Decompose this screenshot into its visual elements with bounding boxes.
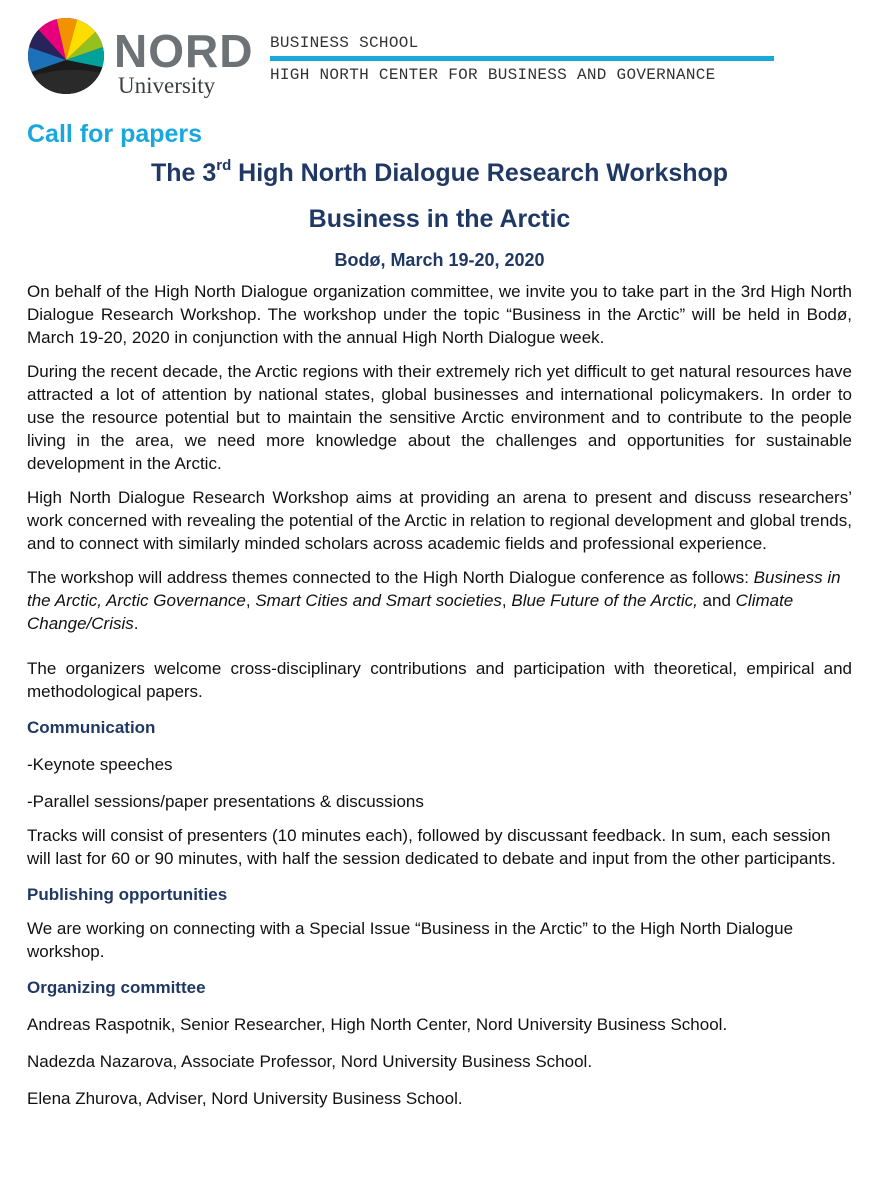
- communication-text: Tracks will consist of presenters (10 minutes each), followed by discussant feedback. In sum, each session will last for 60 or 90 minutes, with half the session dedicated to debate and input from the other participants.: [27, 826, 836, 868]
- call-for-papers-heading: Call for papers: [27, 120, 203, 148]
- logo-subtitle: University: [118, 73, 216, 98]
- committee-member: Nadezda Nazarova, Associate Professor, Nord University Business School.: [27, 1052, 593, 1071]
- committee-member: Andreas Raspotnik, Senior Researcher, High North Center, Nord University Business School.: [27, 1015, 728, 1034]
- title-pre: The 3: [150, 159, 217, 187]
- paragraph-intro: On behalf of the High North Dialogue organization committee, we invite you to take part in the 3rd High North Dialogue Research Workshop. The workshop under the topic “Business in the Arctic” will be held in Bodø, March 19-20, 2020 in conjunction with the annual High North Dialogue week.: [27, 282, 852, 347]
- paragraph-contributions: The organizers welcome cross-disciplinary contributions and participation with theoretical, empirical and methodological papers.: [27, 659, 852, 701]
- publishing-heading: Publishing opportunities: [27, 885, 228, 904]
- logo-wordmark: NORD: [114, 25, 254, 77]
- title-post: High North Dialogue Research Workshop: [231, 159, 729, 187]
- committee-member: Elena Zhurova, Adviser, Nord University Business School.: [27, 1089, 463, 1108]
- themes-separator: ,: [245, 591, 256, 610]
- theme-smart-cities: Smart Cities and Smart societies: [255, 591, 502, 610]
- themes-intro: The workshop will address themes connected to the High North Dialogue conference as follows:: [27, 568, 754, 587]
- nord-logo-icon: [26, 16, 106, 96]
- page-title: [27, 158, 852, 188]
- theme-blue-future: Blue Future of the Arctic,: [511, 591, 698, 610]
- theme-business-governance: Business in the Arctic, Arctic Governance: [27, 568, 841, 610]
- paragraph-aims: High North Dialogue Research Workshop aims at providing an arena to present and discuss researchers’ work concerned with revealing the potential of the Arctic in relation to regional development and global trends, and to connect with similarly minded scholars across academic fields and professional experience.: [27, 488, 852, 553]
- event-place-date: Bodø, March 19-20, 2020: [334, 250, 545, 270]
- themes-separator: and: [697, 591, 736, 610]
- header-center-name: HIGH NORTH CENTER FOR BUSINESS AND GOVERNANCE: [270, 66, 716, 84]
- publishing-text: We are working on connecting with a Special Issue “Business in the Arctic” to the High North Dialogue workshop.: [27, 919, 794, 961]
- theme-climate-change: Climate Change/Crisis: [27, 591, 794, 633]
- paragraph-themes: [27, 566, 852, 635]
- title-superscript: rd: [216, 157, 232, 174]
- committee-heading: Organizing committee: [27, 978, 206, 997]
- themes-separator: ,: [501, 591, 512, 610]
- communication-item: -Keynote speeches: [27, 755, 173, 774]
- communication-item: -Parallel sessions/paper presentations & discussions: [27, 792, 424, 811]
- themes-end: .: [133, 614, 139, 633]
- document-body: [27, 118, 852, 1110]
- communication-heading: Communication: [27, 718, 156, 737]
- letterhead: [26, 14, 786, 104]
- header-school-name: BUSINESS SCHOOL: [270, 34, 419, 52]
- paragraph-context: During the recent decade, the Arctic regions with their extremely rich yet difficult to get natural resources have attracted a lot of attention by national states, global businesses and international policymakers. In order to use the resource potential but to maintain the sensitive Arctic environment and to contribute to the people living in the area, we need more knowledge about the challenges and opportunities for sustainable development in the Arctic.: [27, 362, 852, 473]
- header-divider: [270, 56, 774, 61]
- page-subtitle: Business in the Arctic: [308, 205, 571, 233]
